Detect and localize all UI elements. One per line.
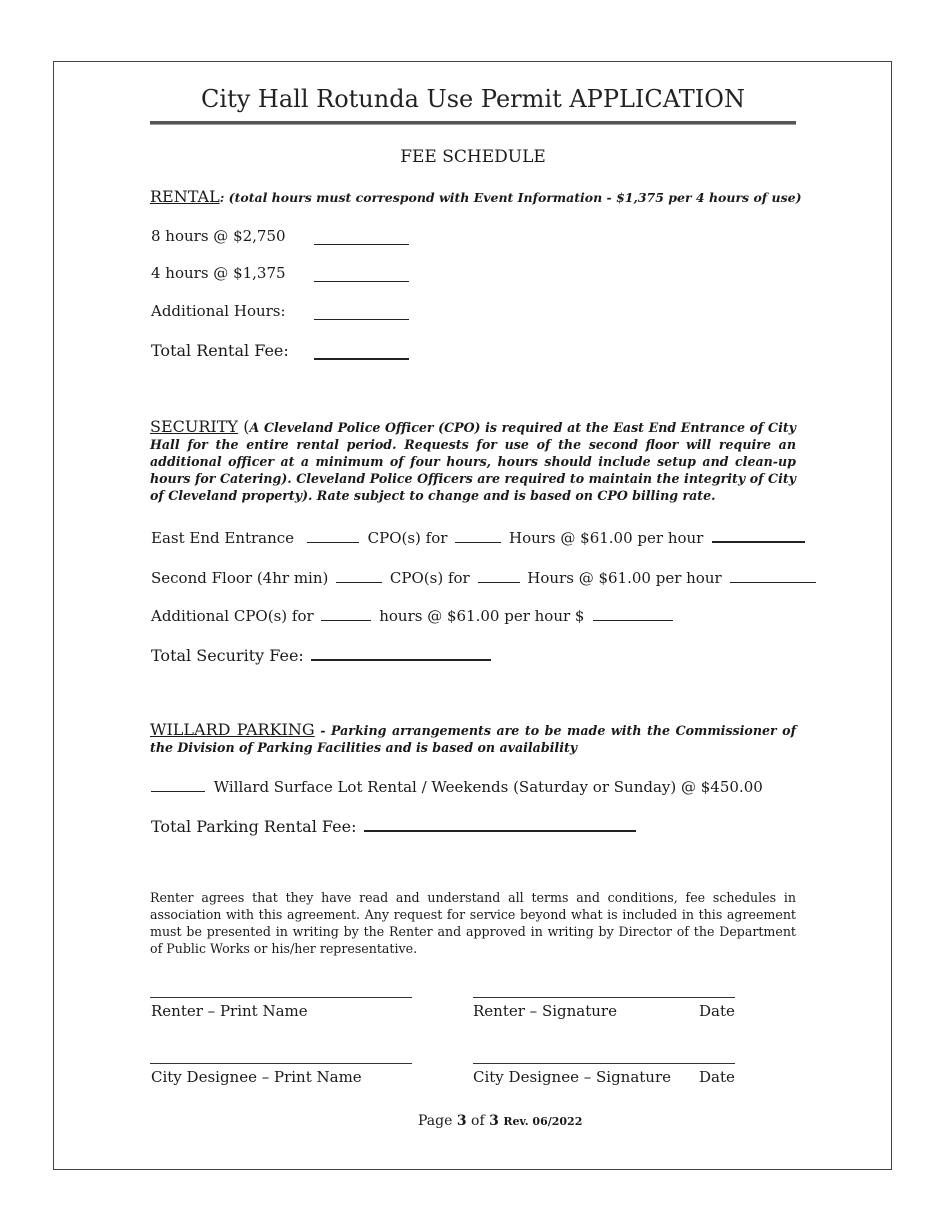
renter-print-name-line[interactable]	[150, 997, 412, 998]
city-signature-line[interactable]	[473, 1063, 735, 1064]
renter-print-name-label: Renter – Print Name	[151, 1002, 308, 1020]
rental-row-additional-hours: Additional Hours:	[151, 302, 286, 320]
second-floor-cpo-count-field[interactable]	[336, 568, 382, 583]
city-signature-label: City Designee – Signature	[473, 1068, 672, 1086]
security-note: A Cleveland Police Officer (CPO) is required at the East End Entrance of City Hall for the entire rental period. Requests for use of the second floor will require an additional officer at a minimum of four hours, hours should include setup and clean-up hours for Catering). Cleveland Police Officers are required to maintain the integrity of City of Cleveland property). Rate subject to change and is based on CPO billing rate.	[150, 420, 797, 503]
second-floor-row	[151, 568, 816, 587]
page-title: City Hall Rotunda Use Permit APPLICATION	[201, 85, 745, 113]
security-open-paren: (	[237, 417, 250, 436]
additional-cpo-hours-rate: hours @ $61.00 per hour $	[379, 607, 585, 625]
rental-label: RENTAL	[150, 187, 220, 206]
total-parking-row	[151, 816, 636, 836]
second-floor-label: Second Floor (4hr min)	[151, 569, 329, 587]
additional-cpo-label: Additional CPO(s) for	[151, 607, 314, 625]
security-label: SECURITY	[150, 417, 238, 436]
second-floor-amount-field[interactable]	[730, 568, 816, 583]
renter-signature-label: Renter – Signature	[473, 1002, 617, 1020]
page-footer	[418, 1113, 582, 1129]
rental-note: : (total hours must correspond with Event Information - $1,375 per 4 hours of use)	[219, 190, 802, 205]
parking-label: WILLARD PARKING	[150, 720, 315, 739]
rental-row-8-hours: 8 hours @ $2,750	[151, 227, 286, 245]
rental-4-hours-field[interactable]	[314, 281, 409, 282]
rental-8-hours-field[interactable]	[314, 244, 409, 245]
footer-page-number: 3	[456, 1113, 467, 1129]
total-parking-fee-field[interactable]	[364, 816, 636, 832]
parking-section-note	[150, 721, 796, 756]
rental-heading	[150, 187, 802, 206]
total-security-fee-field[interactable]	[311, 645, 491, 661]
rental-additional-hours-field[interactable]	[314, 319, 409, 320]
parking-note: - Parking arrangements are to be made with the Commissioner of the Division of Parking Facilities and is based on availability	[150, 723, 797, 755]
willard-lot-label: Willard Surface Lot Rental / Weekends (Saturday or Sunday) @ $450.00	[213, 778, 763, 796]
second-floor-hours-field[interactable]	[478, 568, 520, 583]
additional-cpo-amount-field[interactable]	[593, 606, 673, 621]
additional-cpo-row	[151, 606, 673, 625]
footer-revision: Rev. 06/2022	[503, 1115, 583, 1128]
city-date-label: Date	[699, 1068, 735, 1086]
second-floor-cpo-for: CPO(s) for	[389, 569, 470, 587]
east-end-cpo-count-field[interactable]	[307, 528, 359, 543]
title-underline	[150, 121, 796, 125]
east-end-cpo-for: CPO(s) for	[367, 529, 448, 547]
city-print-name-label: City Designee – Print Name	[151, 1068, 362, 1086]
east-end-hours-rate: Hours @ $61.00 per hour	[508, 529, 704, 547]
renter-agreement: Renter agrees that they have read and understand all terms and conditions, fee schedules in association with this agreement. Any request for service beyond what is included in this agreement must be presented in writing by the Renter and approved in writing by Director of the Department of Public Works or his/her representative.	[150, 890, 796, 956]
fee-schedule-heading: FEE SCHEDULE	[400, 147, 546, 167]
additional-cpo-hours-field[interactable]	[321, 606, 371, 621]
footer-of-word: of	[471, 1113, 485, 1129]
renter-date-label: Date	[699, 1002, 735, 1020]
willard-lot-row	[151, 777, 763, 796]
east-end-entrance-row	[151, 527, 805, 547]
city-print-name-line[interactable]	[150, 1063, 412, 1064]
renter-signature-line[interactable]	[473, 997, 735, 998]
total-parking-label: Total Parking Rental Fee:	[151, 817, 357, 836]
total-rental-fee-field[interactable]	[314, 358, 409, 360]
footer-page-word: Page	[418, 1113, 453, 1129]
second-floor-hours-rate: Hours @ $61.00 per hour	[527, 569, 722, 587]
rental-row-4-hours: 4 hours @ $1,375	[151, 264, 286, 282]
total-security-label: Total Security Fee:	[151, 646, 304, 665]
willard-lot-count-field[interactable]	[151, 777, 205, 792]
east-end-hours-field[interactable]	[455, 528, 501, 543]
east-end-label: East End Entrance	[151, 529, 295, 547]
footer-page-total: 3	[489, 1113, 499, 1129]
security-section-note	[150, 418, 796, 504]
total-security-row	[151, 645, 491, 665]
east-end-amount-field[interactable]	[712, 527, 805, 543]
rental-row-total: Total Rental Fee:	[151, 341, 289, 360]
